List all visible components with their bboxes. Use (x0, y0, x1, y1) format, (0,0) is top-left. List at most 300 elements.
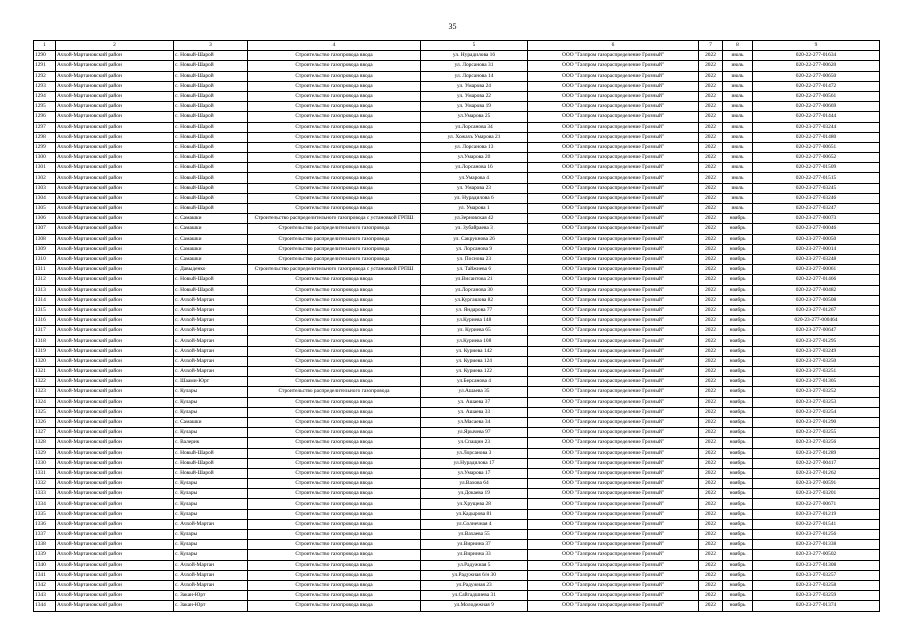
cell-month: июль (723, 112, 753, 122)
cell-code: 020-23-277-00014 (753, 244, 880, 254)
cell-settlement: с. Закан-Юрт (174, 591, 248, 601)
cell-settlement: с. Кулары (174, 479, 248, 489)
cell-address: ул. Лорсанова 9 (421, 244, 528, 254)
cell-organization: ООО "Газпром газораспределение Грозный" (528, 316, 699, 326)
cell-month: ноябрь (723, 560, 753, 570)
table-row (34, 305, 880, 315)
cell-address: ул. Сакрукнова 26 (421, 234, 528, 244)
cell-work-type: Строительство газопровода ввода (248, 489, 421, 499)
cell-row-number: 1297 (34, 122, 56, 132)
cell-settlement: с. Новый-Шарой (174, 61, 248, 71)
cell-organization: ООО "Газпром газораспределение Грозный" (528, 540, 699, 550)
cell-district: Ачхой-Мартановский район (56, 367, 174, 377)
cell-month: ноябрь (723, 458, 753, 468)
table-row (34, 51, 880, 61)
cell-district: Ачхой-Мартановский район (56, 183, 174, 193)
cell-settlement: с. Ачхой-Мартан (174, 326, 248, 336)
cell-address: ул. Умарова 23 (421, 183, 528, 193)
cell-settlement: с. Новый-Шарой (174, 285, 248, 295)
table-row (34, 285, 880, 295)
cell-work-type: Строительство газопровода ввода (248, 417, 421, 427)
cell-district: Ачхой-Мартановский район (56, 112, 174, 122)
cell-year: 2022 (699, 448, 723, 458)
cell-work-type: Строительство газопровода ввода (248, 183, 421, 193)
cell-district: Ачхой-Мартановский район (56, 81, 174, 91)
cell-row-number: 1315 (34, 305, 56, 315)
table-row (34, 71, 880, 81)
cell-work-type: Строительство газопровода ввода (248, 499, 421, 509)
cell-settlement: с. Ачхой-Мартан (174, 367, 248, 377)
cell-work-type: Строительство газопровода ввода (248, 81, 421, 91)
cell-year: 2022 (699, 356, 723, 366)
cell-settlement: с. Самашки (174, 244, 248, 254)
cell-district: Ачхой-Мартановский район (56, 153, 174, 163)
cell-settlement: с. Самашки (174, 254, 248, 264)
cell-year: 2022 (699, 112, 723, 122)
cell-district: Ачхой-Мартановский район (56, 458, 174, 468)
cell-year: 2022 (699, 214, 723, 224)
cell-year: 2022 (699, 530, 723, 540)
cell-organization: ООО "Газпром газораспределение Грозный" (528, 132, 699, 142)
cell-address: ул.Докаева 19 (421, 489, 528, 499)
cell-code: 020-23-277-03251 (753, 367, 880, 377)
cell-organization: ООО "Газпром газораспределение Грозный" (528, 91, 699, 101)
cell-row-number: 1299 (34, 142, 56, 152)
cell-address: ул.Сайгадшиева 31 (421, 591, 528, 601)
cell-row-number: 1291 (34, 61, 56, 71)
cell-address: ул. Нурадилова 6 (421, 193, 528, 203)
cell-organization: ООО "Газпром газораспределение Грозный" (528, 336, 699, 346)
cell-year: 2022 (699, 81, 723, 91)
table-row (34, 153, 880, 163)
cell-organization: ООО "Газпром газораспределение Грозный" (528, 580, 699, 590)
cell-district: Ачхой-Мартановский район (56, 122, 174, 132)
cell-address: ул.Лорсанова 34 (421, 122, 528, 132)
cell-work-type: Строительство газопровода ввода (248, 570, 421, 580)
cell-row-number: 1298 (34, 132, 56, 142)
cell-settlement: с. Ачхой-Мартан (174, 580, 248, 590)
cell-month: июль (723, 51, 753, 61)
header-cell: 8 (723, 41, 753, 51)
cell-district: Ачхой-Мартановский район (56, 580, 174, 590)
cell-district: Ачхой-Мартановский район (56, 499, 174, 509)
cell-code: 020-23-277-01256 (753, 530, 880, 540)
cell-settlement: с. Новый-Шарой (174, 81, 248, 91)
cell-work-type: Строительство газопровода ввода (248, 61, 421, 71)
cell-code: 020-22-277-00417 (753, 458, 880, 468)
cell-month: ноябрь (723, 265, 753, 275)
cell-organization: ООО "Газпром газораспределение Грозный" (528, 153, 699, 163)
cell-month: ноябрь (723, 326, 753, 336)
cell-code: 020-23-277-03247 (753, 204, 880, 214)
table-row (34, 295, 880, 305)
cell-work-type: Строительство газопровода ввода (248, 458, 421, 468)
cell-district: Ачхой-Мартановский район (56, 540, 174, 550)
cell-work-type: Строительство газопровода ввода (248, 530, 421, 540)
cell-row-number: 1324 (34, 397, 56, 407)
cell-month: ноябрь (723, 499, 753, 509)
cell-month: июль (723, 91, 753, 101)
cell-year: 2022 (699, 489, 723, 499)
cell-month: ноябрь (723, 336, 753, 346)
cell-work-type: Строительство газопровода ввода (248, 163, 421, 173)
table-row (34, 530, 880, 540)
cell-month: ноябрь (723, 316, 753, 326)
cell-work-type: Строительство газопровода ввода (248, 193, 421, 203)
cell-organization: ООО "Газпром газораспределение Грозный" (528, 204, 699, 214)
cell-month: ноябрь (723, 570, 753, 580)
cell-code: 020-22-277-00650 (753, 71, 880, 81)
cell-organization: ООО "Газпром газораспределение Грозный" (528, 519, 699, 529)
cell-row-number: 1328 (34, 438, 56, 448)
cell-address: ул.Куриева 108 (421, 336, 528, 346)
cell-organization: ООО "Газпром газораспределение Грозный" (528, 367, 699, 377)
cell-organization: ООО "Газпром газораспределение Грозный" (528, 244, 699, 254)
cell-settlement: с. Ачхой-Мартан (174, 346, 248, 356)
cell-work-type: Строительство газопровода ввода (248, 540, 421, 550)
cell-month: ноябрь (723, 295, 753, 305)
header-cell: 7 (699, 41, 723, 51)
cell-district: Ачхой-Мартановский район (56, 438, 174, 448)
cell-month: ноябрь (723, 367, 753, 377)
cell-organization: ООО "Газпром газораспределение Грозный" (528, 51, 699, 61)
cell-work-type: Строительство газопровода ввода (248, 448, 421, 458)
cell-year: 2022 (699, 540, 723, 550)
table-row (34, 122, 880, 132)
cell-settlement: с. Ачхой-Мартан (174, 570, 248, 580)
cell-address: ул. Умарова 1 (421, 204, 528, 214)
cell-year: 2022 (699, 173, 723, 183)
cell-year: 2022 (699, 122, 723, 132)
cell-row-number: 1343 (34, 591, 56, 601)
cell-organization: ООО "Газпром газораспределение Грозный" (528, 71, 699, 81)
cell-settlement: с. Кулары (174, 407, 248, 417)
cell-work-type: Строительство газопровода ввода (248, 204, 421, 214)
cell-work-type: Строительство газопровода ввода (248, 377, 421, 387)
cell-month: ноябрь (723, 580, 753, 590)
cell-row-number: 1304 (34, 193, 56, 203)
cell-district: Ачхой-Мартановский район (56, 397, 174, 407)
cell-code: 020-23-277-01308 (753, 560, 880, 570)
cell-settlement: с. Кулары (174, 530, 248, 540)
cell-year: 2022 (699, 305, 723, 315)
cell-month: ноябрь (723, 377, 753, 387)
table-row (34, 448, 880, 458)
cell-row-number: 1342 (34, 580, 56, 590)
cell-settlement: с. Ачхой-Мартан (174, 305, 248, 315)
cell-code: 020-23-277-03246 (753, 193, 880, 203)
cell-month: ноябрь (723, 356, 753, 366)
cell-settlement: с. Новый-Шарой (174, 163, 248, 173)
table-row (34, 204, 880, 214)
cell-settlement: с. Кулары (174, 387, 248, 397)
cell-year: 2022 (699, 71, 723, 81)
cell-row-number: 1316 (34, 316, 56, 326)
cell-address: ул.Масаева 34 (421, 417, 528, 427)
cell-year: 2022 (699, 560, 723, 570)
table-row (34, 560, 880, 570)
cell-work-type: Строительство газопровода ввода (248, 112, 421, 122)
cell-district: Ачхой-Мартановский район (56, 234, 174, 244)
cell-organization: ООО "Газпром газораспределение Грозный" (528, 275, 699, 285)
cell-work-type: Строительство газопровода ввода (248, 519, 421, 529)
cell-row-number: 1294 (34, 91, 56, 101)
cell-organization: ООО "Газпром газораспределение Грозный" (528, 479, 699, 489)
cell-code: 020-23-277-03201 (753, 489, 880, 499)
cell-code: 020-23-277-01290 (753, 417, 880, 427)
cell-address: ул.Молодежная 9 (421, 601, 528, 611)
table-row (34, 499, 880, 509)
cell-year: 2022 (699, 519, 723, 529)
cell-code: 020-23-277-03248 (753, 254, 880, 264)
cell-address: ул. Лорсанова 14 (421, 71, 528, 81)
cell-address: ул. Умарова 19 (421, 102, 528, 112)
cell-row-number: 1321 (34, 367, 56, 377)
cell-address: ул.Умарова 17 (421, 468, 528, 478)
cell-row-number: 1325 (34, 407, 56, 417)
cell-month: ноябрь (723, 591, 753, 601)
cell-work-type: Строительство распределительного газопровода с установкой ГРПШ (248, 214, 421, 224)
cell-district: Ачхой-Мартановский район (56, 550, 174, 560)
table-row (34, 336, 880, 346)
cell-address: ул. Куриева 122 (421, 367, 528, 377)
cell-work-type: Строительство распределительного газопровода (248, 234, 421, 244)
cell-year: 2022 (699, 336, 723, 346)
cell-row-number: 1322 (34, 377, 56, 387)
cell-work-type: Строительство газопровода ввода (248, 295, 421, 305)
cell-organization: ООО "Газпром газораспределение Грозный" (528, 234, 699, 244)
cell-month: июль (723, 173, 753, 183)
cell-address: ул.Лорсанова 30 (421, 285, 528, 295)
cell-district: Ачхой-Мартановский район (56, 489, 174, 499)
cell-district: Ачхой-Мартановский район (56, 193, 174, 203)
cell-code: 020-23-277-00647 (753, 326, 880, 336)
table-row (34, 367, 880, 377)
cell-code: 020-23-277-00061 (753, 265, 880, 275)
cell-address: ул. Куриева 124 (421, 356, 528, 366)
cell-work-type: Строительство газопровода ввода (248, 601, 421, 611)
cell-row-number: 1332 (34, 479, 56, 489)
cell-settlement: с. Новый-Шарой (174, 448, 248, 458)
cell-month: ноябрь (723, 540, 753, 550)
cell-address: ул. Лорсанова 13 (421, 142, 528, 152)
cell-district: Ачхой-Мартановский район (56, 295, 174, 305)
cell-year: 2022 (699, 153, 723, 163)
cell-month: ноябрь (723, 428, 753, 438)
cell-month: ноябрь (723, 448, 753, 458)
cell-code: 020-23-277-03258 (753, 580, 880, 590)
cell-year: 2022 (699, 550, 723, 560)
cell-code: 020-23-277-00046 (753, 224, 880, 234)
cell-settlement: с. Самашки (174, 224, 248, 234)
cell-settlement: с. Валерик (174, 438, 248, 448)
table-row (34, 509, 880, 519)
cell-organization: ООО "Газпром газораспределение Грозный" (528, 499, 699, 509)
cell-work-type: Строительство распределительного газопровода (248, 224, 421, 234)
cell-code: 020-23-277-01338 (753, 540, 880, 550)
cell-code: 020-22-277-01480 (753, 132, 880, 142)
cell-month: июль (723, 71, 753, 81)
table-row (34, 234, 880, 244)
cell-organization: ООО "Газпром газораспределение Грозный" (528, 295, 699, 305)
cell-year: 2022 (699, 275, 723, 285)
cell-year: 2022 (699, 387, 723, 397)
cell-month: ноябрь (723, 224, 753, 234)
cell-work-type: Строительство газопровода ввода (248, 132, 421, 142)
table-row (34, 377, 880, 387)
cell-year: 2022 (699, 193, 723, 203)
cell-work-type: Строительство газопровода ввода (248, 550, 421, 560)
cell-year: 2022 (699, 438, 723, 448)
cell-settlement: с. Новый-Шарой (174, 153, 248, 163)
cell-row-number: 1312 (34, 275, 56, 285)
cell-month: июль (723, 153, 753, 163)
table-row (34, 417, 880, 427)
cell-organization: ООО "Газпром газораспределение Грозный" (528, 61, 699, 71)
cell-address: ул.Берсанова 4 (421, 377, 528, 387)
cell-organization: ООО "Газпром газораспределение Грозный" (528, 285, 699, 295)
cell-address: ул. Ашаева 33 (421, 407, 528, 417)
cell-year: 2022 (699, 367, 723, 377)
cell-work-type: Строительство газопровода ввода (248, 397, 421, 407)
cell-month: июль (723, 132, 753, 142)
cell-work-type: Строительство газопровода ввода (248, 346, 421, 356)
cell-work-type: Строительство газопровода ввода (248, 122, 421, 132)
cell-month: ноябрь (723, 489, 753, 499)
table-row (34, 163, 880, 173)
cell-organization: ООО "Газпром газораспределение Грозный" (528, 173, 699, 183)
cell-year: 2022 (699, 204, 723, 214)
cell-row-number: 1320 (34, 356, 56, 366)
cell-address: ул.Умарова 25 (421, 112, 528, 122)
cell-organization: ООО "Газпром газораспределение Грозный" (528, 570, 699, 580)
table-row (34, 519, 880, 529)
cell-month: ноябрь (723, 214, 753, 224)
header-cell: 3 (174, 41, 248, 51)
cell-year: 2022 (699, 265, 723, 275)
cell-settlement: с. Новый-Шарой (174, 183, 248, 193)
cell-work-type: Строительство газопровода ввода (248, 102, 421, 112)
cell-work-type: Строительство распределительного газопровода (248, 244, 421, 254)
cell-settlement: с. Новый-Шарой (174, 468, 248, 478)
cell-settlement: с. Кулары (174, 489, 248, 499)
cell-settlement: с. Ачхой-Мартан (174, 519, 248, 529)
cell-district: Ачхой-Мартановский район (56, 204, 174, 214)
cell-address: ул.Вирнина 37 (421, 540, 528, 550)
header-cell: 4 (248, 41, 421, 51)
cell-row-number: 1341 (34, 570, 56, 580)
cell-address: ул. Умарова 24 (421, 81, 528, 91)
cell-address: ул. Зубайраева 3 (421, 224, 528, 234)
cell-organization: ООО "Газпром газораспределение Грозный" (528, 387, 699, 397)
cell-year: 2022 (699, 479, 723, 489)
cell-organization: ООО "Газпром газораспределение Грозный" (528, 468, 699, 478)
cell-organization: ООО "Газпром газораспределение Грозный" (528, 377, 699, 387)
cell-year: 2022 (699, 132, 723, 142)
cell-work-type: Строительство газопровода ввода (248, 305, 421, 315)
cell-code: 020-22-277-01472 (753, 81, 880, 91)
cell-month: ноябрь (723, 530, 753, 540)
cell-organization: ООО "Газпром газораспределение Грозный" (528, 356, 699, 366)
cell-code: 020-22-277-01515 (753, 173, 880, 183)
cell-code: 020-22-277-00651 (753, 142, 880, 152)
cell-code: 020-23-277-01289 (753, 448, 880, 458)
cell-district: Ачхой-Мартановский район (56, 214, 174, 224)
cell-organization: ООО "Газпром газораспределение Грозный" (528, 122, 699, 132)
cell-district: Ачхой-Мартановский район (56, 468, 174, 478)
cell-year: 2022 (699, 499, 723, 509)
cell-address: ул.Вирнина 33 (421, 550, 528, 560)
cell-work-type: Строительство газопровода ввода (248, 173, 421, 183)
cell-code: 020-23-277-03252 (753, 387, 880, 397)
cell-district: Ачхой-Мартановский район (56, 530, 174, 540)
cell-row-number: 1317 (34, 326, 56, 336)
cell-row-number: 1333 (34, 489, 56, 499)
table-row (34, 193, 880, 203)
cell-month: ноябрь (723, 550, 753, 560)
cell-organization: ООО "Газпром газораспределение Грозный" (528, 326, 699, 336)
cell-year: 2022 (699, 244, 723, 254)
cell-year: 2022 (699, 254, 723, 264)
cell-row-number: 1307 (34, 224, 56, 234)
cell-work-type: Строительство газопровода ввода (248, 428, 421, 438)
cell-code: 020-22-277-01466 (753, 275, 880, 285)
cell-row-number: 1327 (34, 428, 56, 438)
cell-district: Ачхой-Мартановский район (56, 509, 174, 519)
cell-year: 2022 (699, 417, 723, 427)
cell-month: ноябрь (723, 417, 753, 427)
cell-month: ноябрь (723, 601, 753, 611)
cell-month: ноябрь (723, 468, 753, 478)
table-row (34, 112, 880, 122)
cell-code: 020-23-277-03255 (753, 428, 880, 438)
cell-row-number: 1334 (34, 499, 56, 509)
cell-code: 020-23-277-01262 (753, 468, 880, 478)
cell-month: ноябрь (723, 244, 753, 254)
cell-settlement: с. Новый-Шарой (174, 275, 248, 285)
cell-address: ул.Лорсанова 16 (421, 163, 528, 173)
cell-work-type: Строительство газопровода ввода (248, 560, 421, 570)
cell-year: 2022 (699, 142, 723, 152)
cell-settlement: с. Новый-Шарой (174, 91, 248, 101)
cell-settlement: с. Самашки (174, 214, 248, 224)
cell-organization: ООО "Газпром газораспределение Грозный" (528, 489, 699, 499)
cell-organization: ООО "Газпром газораспределение Грозный" (528, 102, 699, 112)
cell-code: 020-23-277-03256 (753, 438, 880, 448)
cell-year: 2022 (699, 468, 723, 478)
cell-work-type: Строительство газопровода ввода (248, 468, 421, 478)
cell-district: Ачхой-Мартановский район (56, 163, 174, 173)
cell-year: 2022 (699, 346, 723, 356)
cell-address: ул.Радужная 6/н 30 (421, 570, 528, 580)
cell-code: 020-22-277-01509 (753, 163, 880, 173)
cell-settlement: с. Новый-Шарой (174, 122, 248, 132)
table-row (34, 224, 880, 234)
cell-district: Ачхой-Мартановский район (56, 448, 174, 458)
cell-code: 020-22-277-00561 (753, 91, 880, 101)
page-number: 35 (448, 22, 457, 31)
cell-address: ул. Тайжиева 6 (421, 265, 528, 275)
cell-district: Ачхой-Мартановский район (56, 570, 174, 580)
cell-year: 2022 (699, 102, 723, 112)
cell-district: Ачхой-Мартановский район (56, 417, 174, 427)
cell-organization: ООО "Газпром газораспределение Грозный" (528, 601, 699, 611)
cell-address: ул.Висаитова 21 (421, 275, 528, 285)
cell-settlement: с. Кулары (174, 397, 248, 407)
cell-organization: ООО "Газпром газораспределение Грозный" (528, 530, 699, 540)
cell-settlement: с. Кулары (174, 499, 248, 509)
cell-address: ул. Нурадилова 16 (421, 51, 528, 61)
